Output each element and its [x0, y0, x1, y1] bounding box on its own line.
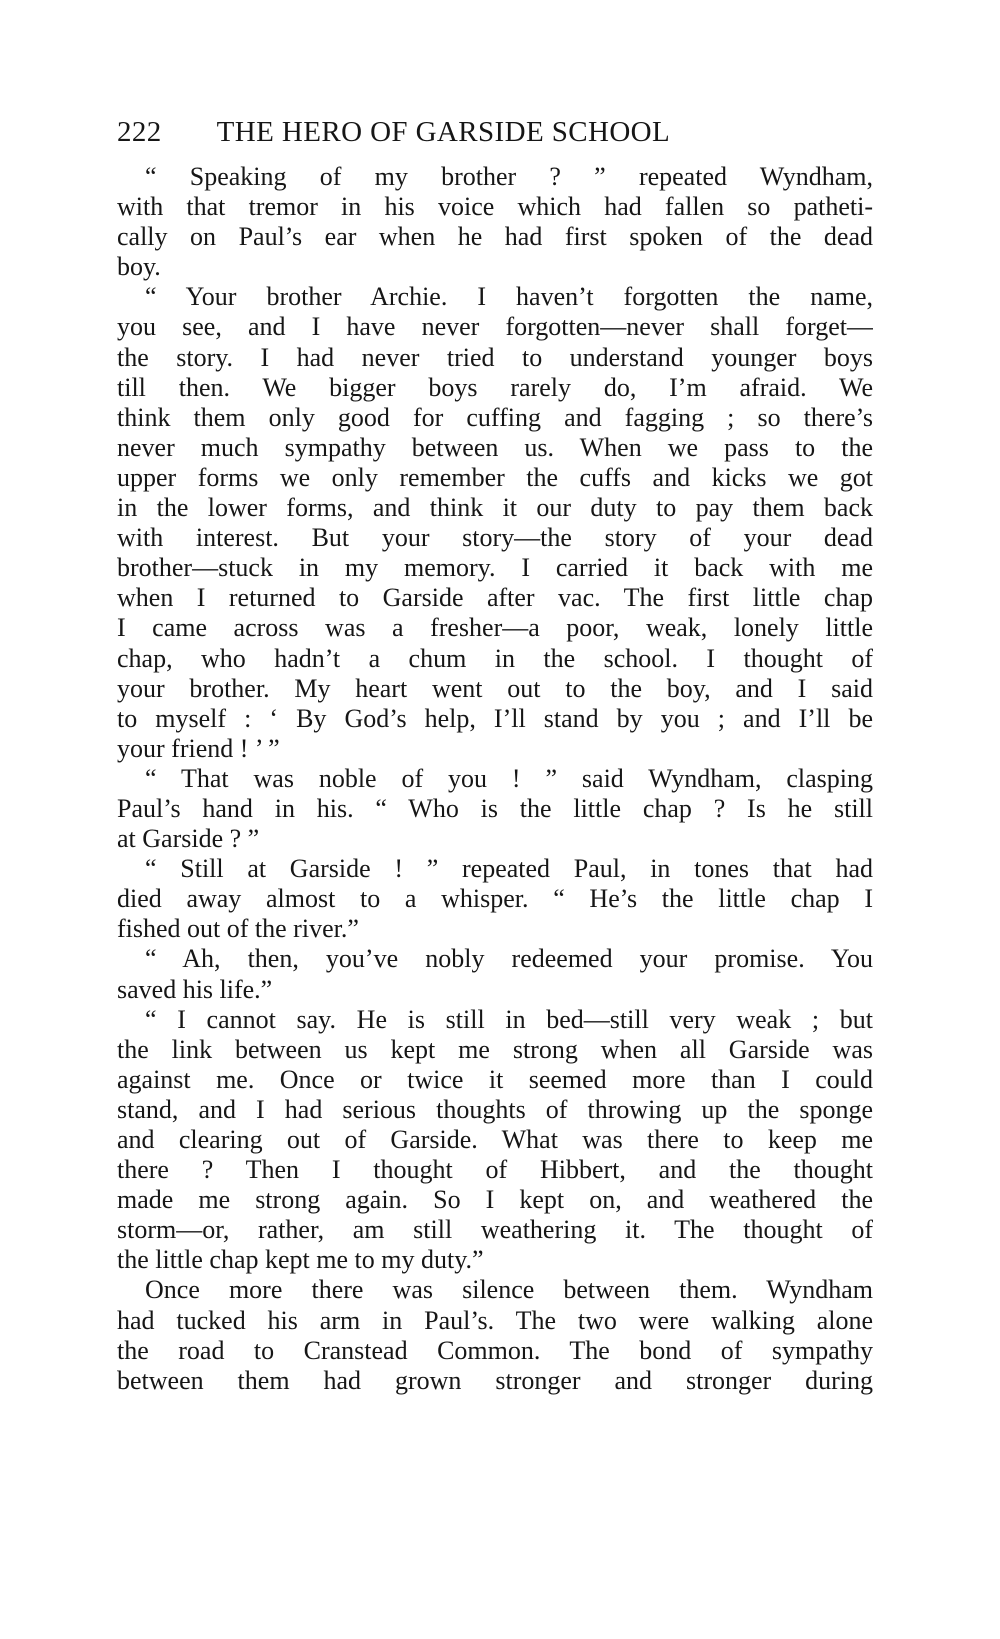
text-line: made me strong again. So I kept on, and weathered the	[117, 1185, 873, 1215]
text-line: your brother. My heart went out to the boy, and I said	[117, 673, 873, 703]
text-line: the little chap kept me to my duty.”	[117, 1245, 484, 1275]
text-line: at Garside ? ”	[117, 824, 260, 854]
book-title: THE HERO OF GARSIDE SCHOOL	[216, 116, 671, 148]
text-line: never much sympathy between us. When we pass to the	[117, 432, 873, 462]
text-line: your friend ! ’ ”	[117, 733, 280, 763]
text-line: you see, and I have never forgotten—never shall forget—	[117, 312, 873, 342]
text-line: think them only good for cuffing and fagging ; so there’s	[117, 402, 873, 432]
text-line: against me. Once or twice it seemed more than I could	[117, 1064, 873, 1094]
text-line: in the lower forms, and think it our duty to pay them back	[117, 493, 873, 523]
text-line: had tucked his arm in Paul’s. The two were walking alone	[117, 1305, 873, 1335]
text-line: boy.	[117, 252, 161, 282]
text-line: “ That was noble of you ! ” said Wyndham, clasping	[145, 763, 873, 793]
book-page	[117, 112, 873, 1396]
text-line: and clearing out of Garside. What was there to keep me	[117, 1125, 873, 1154]
text-line: “ Ah, then, you’ve nobly redeemed your promise. You	[145, 944, 873, 974]
running-head	[117, 112, 873, 152]
text-line: Once more there was silence between them. Wyndham	[145, 1275, 873, 1305]
page-number: 222	[117, 116, 162, 148]
text-line: there ? Then I thought of Hibbert, and the thought	[117, 1155, 873, 1185]
text-line: storm—or, rather, am still weathering it. The thought of	[117, 1215, 873, 1245]
text-line: upper forms we only remember the cuffs and kicks we got	[117, 462, 873, 492]
text-line: “ Speaking of my brother ? ” repeated Wyndham,	[145, 162, 873, 191]
text-line: I came across was a fresher—a poor, weak, lonely little	[117, 613, 873, 643]
text-line: the road to Cranstead Common. The bond of sympathy	[117, 1335, 873, 1365]
text-line: “ Still at Garside ! ” repeated Paul, in tones that had	[145, 854, 873, 884]
body-text	[117, 162, 873, 1396]
text-line: chap, who hadn’t a chum in the school. I thought of	[117, 643, 873, 673]
text-line: stand, and I had serious thoughts of throwing up the sponge	[117, 1094, 873, 1124]
text-line: to myself : ‘ By God’s help, I’ll stand by you ; and I’ll be	[117, 703, 873, 733]
text-line: brother—stuck in my memory. I carried it back with me	[117, 553, 873, 583]
text-line: Paul’s hand in his. “ Who is the little chap ? Is he still	[117, 793, 873, 823]
text-line: till then. We bigger boys rarely do, I’m afraid. We	[117, 372, 873, 402]
text-line: died away almost to a whisper. “ He’s the little chap I	[117, 884, 873, 914]
text-line: “ Your brother Archie. I haven’t forgotten the name,	[145, 282, 873, 312]
text-line: when I returned to Garside after vac. The first little chap	[117, 583, 873, 613]
text-line: saved his life.”	[117, 974, 273, 1004]
text-line: “ I cannot say. He is still in bed—still very weak ; but	[145, 1004, 873, 1034]
text-line: the link between us kept me strong when all Garside was	[117, 1034, 873, 1064]
text-line: fished out of the river.”	[117, 914, 359, 944]
text-line: the story. I had never tried to understand younger boys	[117, 342, 873, 372]
text-line: cally on Paul’s ear when he had first spoken of the dead	[117, 222, 873, 252]
text-line: with interest. But your story—the story of your dead	[117, 523, 873, 553]
text-line: with that tremor in his voice which had fallen so patheti-	[117, 192, 873, 222]
text-line: between them had grown stronger and stronger during	[117, 1365, 873, 1395]
